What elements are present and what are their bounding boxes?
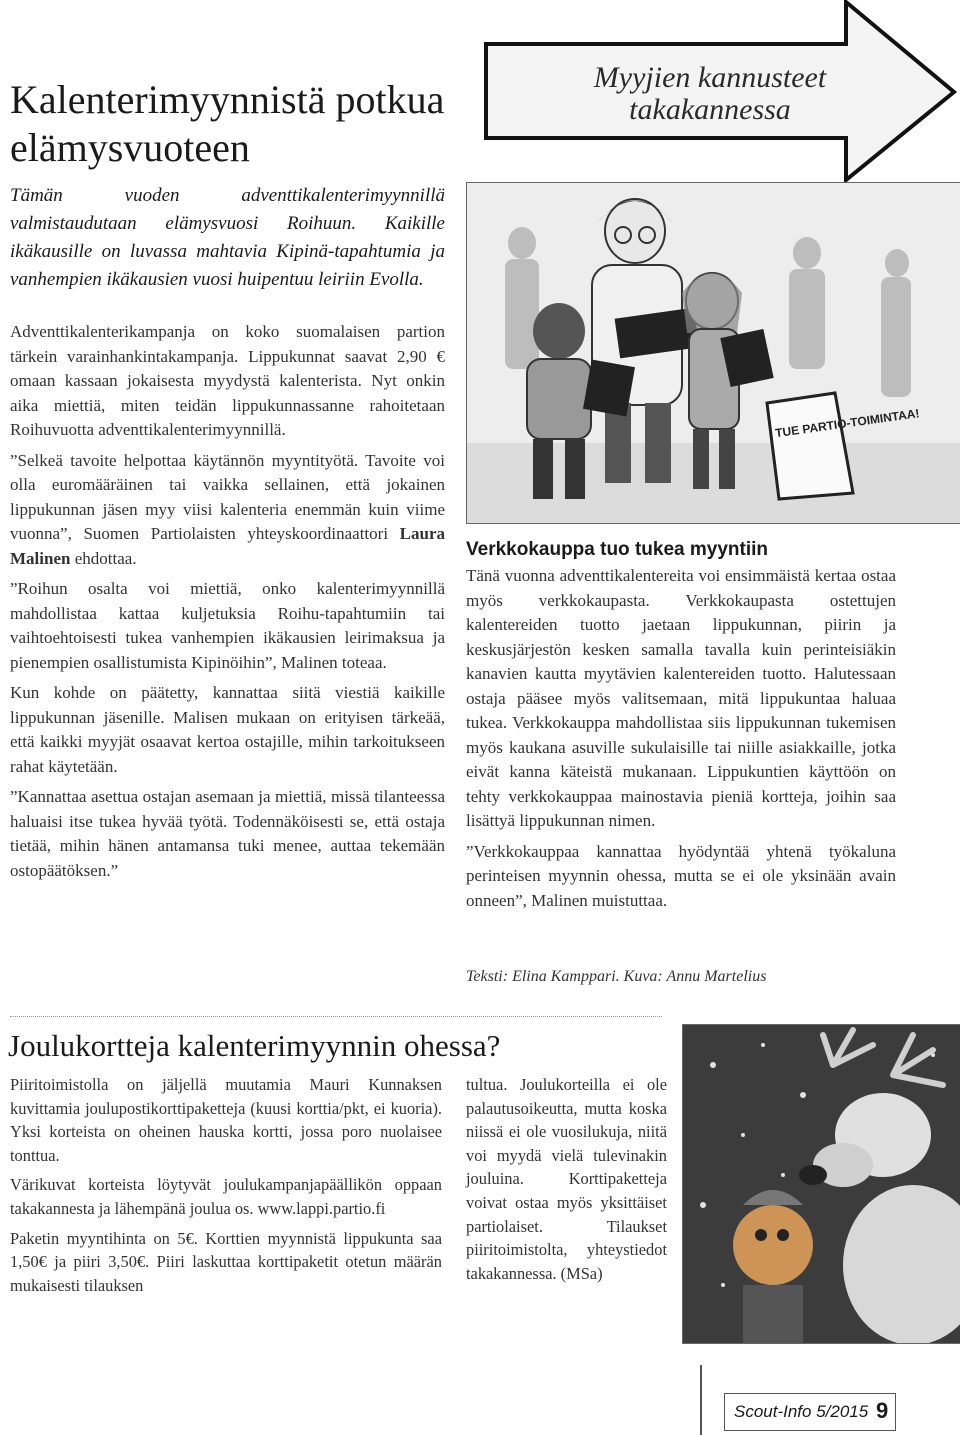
paragraph: ”Roihun osalta voi miettiä, onko kalenterimyynnillä mahdollistaa kattaa kuljetuksia Roihu-tapahtumiin tai vaihtoehtoisesti tukea vanhempien ikäkausien leirimaksua ja pienempien osallistumista Kipinöihin”, Malinen toteaa.: [10, 579, 445, 672]
paragraph-text: ”Selkeä tavoite helpottaa käytännön myyntityötä. Tavoite voi olla euromääräinen tai vaikka sellainen, että jokainen lippukunnan jäsen myy viisi kalenteria enemmän kuin viime vuonna”, Suomen Partiolaisten yhteyskoordinaattori: [10, 450, 445, 543]
paragraph-text: ehdottaa.: [70, 548, 137, 568]
section-divider: [10, 1016, 662, 1018]
photo-credit: Teksti: Elina Kamppari. Kuva: Annu Martelius: [466, 968, 767, 985]
paragraph: Piiritoimistolla on jäljellä muutamia Mauri Kunnaksen kuvittamia joulupostikorttipaketteja (kuusi korttia/pkt, ei kuoria). Yksi korteista on oheinen hauska kortti, jossa poro nuolaisee tonttua.: [10, 1075, 442, 1165]
page-number: 9: [876, 1398, 889, 1423]
article-body: [10, 320, 445, 889]
section-subtitle: Verkkokauppa tuo tukea myyntiin: [466, 539, 768, 560]
paragraph: Adventtikalenterikampanja on koko suomalaisen partion tärkein varainhankintakampanja. Lippukunnat saavat 2,90 € omaan kassaan jokaisesta myydystä kalenterista. Nyt onkin aika miettiä, miten teidän lippukunnassanne rahoitetaan Roihuvuotta adventtikalenterimyynnillä.: [10, 322, 445, 439]
footer-line: [700, 1365, 702, 1435]
article-body-continued: [466, 1073, 667, 1291]
article-lead: Tämän vuoden adventtikalenterimyynnillä valmistaudutaan elämysvuosi Roihuun. Kaikille ikäkausille on luvassa mahtavia Kipinä-tapahtumia ja vanhempien ikäkausien vuosi huipentuu leiriin Evolla.: [10, 185, 445, 290]
paragraph: Paketin myyntihinta on 5€. Korttien myynnistä lippukunta saa 1,50€ ja piiri 3,50€. Piiri laskuttaa korttipaketit otetun määrän mukaisesti tilauksen: [10, 1228, 442, 1295]
paragraph: Värikuvat korteista löytyvät joulukampanjapäällikön oppaan takakannesta ja lähempänä joulua os. www.lappi.partio.fi: [10, 1175, 442, 1218]
paragraph: [10, 449, 445, 572]
publication-name: Scout-Info 5/2015: [734, 1402, 869, 1421]
paragraph: tultua. Joulukorteilla ei ole palautusoikeutta, mutta koska niissä ei ole vuosilukuja, niitä voi myydä vielä tulevinakin jouluina. Korttipaketteja voivat ostaa myös yksittäiset partiolaiset. Tilaukset piiritoimistolta, yhteystiedot takakannessa. (MSa): [466, 1075, 667, 1283]
paragraph: ”Verkkokauppaa kannattaa hyödyntää yhtenä työkaluna perinteisen myynnin ohessa, mutta se ei ole yksinään avain onneen”, Malinen muistuttaa.: [466, 841, 896, 910]
paragraph: ”Kannattaa asettua ostajan asemaan ja miettiä, missä tilanteessa haluaisi itse tukea hyvää työtä. Todennäköisesti se, että ostaja tietää, mihin hänen antamansa tuki menee, auttaa tekemään ostopäätöksen.”: [10, 787, 445, 880]
paragraph: Kun kohde on päätetty, kannattaa siitä viestiä kaikille lippukunnan jäsenille. Malisen mukaan on erityisen tärkeää, että kaikki myyjät osaavat kertoa ostajille, mihin tarkoitukseen rahat käytetään.: [10, 683, 445, 776]
section-body: [466, 564, 896, 919]
arrow-banner-label: Myyjien kannusteet takakannessa: [593, 61, 827, 126]
article-title: Joulukortteja kalenterimyynnin ohessa?: [8, 1028, 501, 1063]
article-body: [10, 1073, 442, 1303]
paragraph: Tänä vuonna adventtikalentereita voi ensimmäistä kertaa ostaa myös verkkokaupasta. Verkkokaupasta ostettujen kalentereiden tuotto jaetaan lippukunnan, piirin ja keskusjärjestön kesken samalla tavalla kuin perinteisiäkin kanavien kautta myytävien kalentereiden tuotto. Halutessaan ostaja pääsee myös valitsemaan, mitä lippukuntaa haluaa tukea. Verkkokauppa mahdollistaa siis lippukunnan tukemisen myös kaukana asuville sukulaisille tai niille asiakkaille, jotka eivät kanna käteistä mukanaan. Lippukuntien käyttöön on tehty verkkokauppaa mainostavia pieniä kortteja, joihin saa lisättyä lippukunnan nimen.: [466, 566, 896, 830]
reindeer-licking-elf-illustration: [682, 1024, 960, 1344]
sign-text: TUE PARTIO-TOIMINTAA!: [774, 406, 921, 441]
person-name: Laura Malinen: [10, 524, 445, 568]
article-title: Kalenterimyynnistä potkua elämysvuoteen: [10, 77, 445, 170]
children-selling-calendars-illustration: [466, 182, 960, 524]
